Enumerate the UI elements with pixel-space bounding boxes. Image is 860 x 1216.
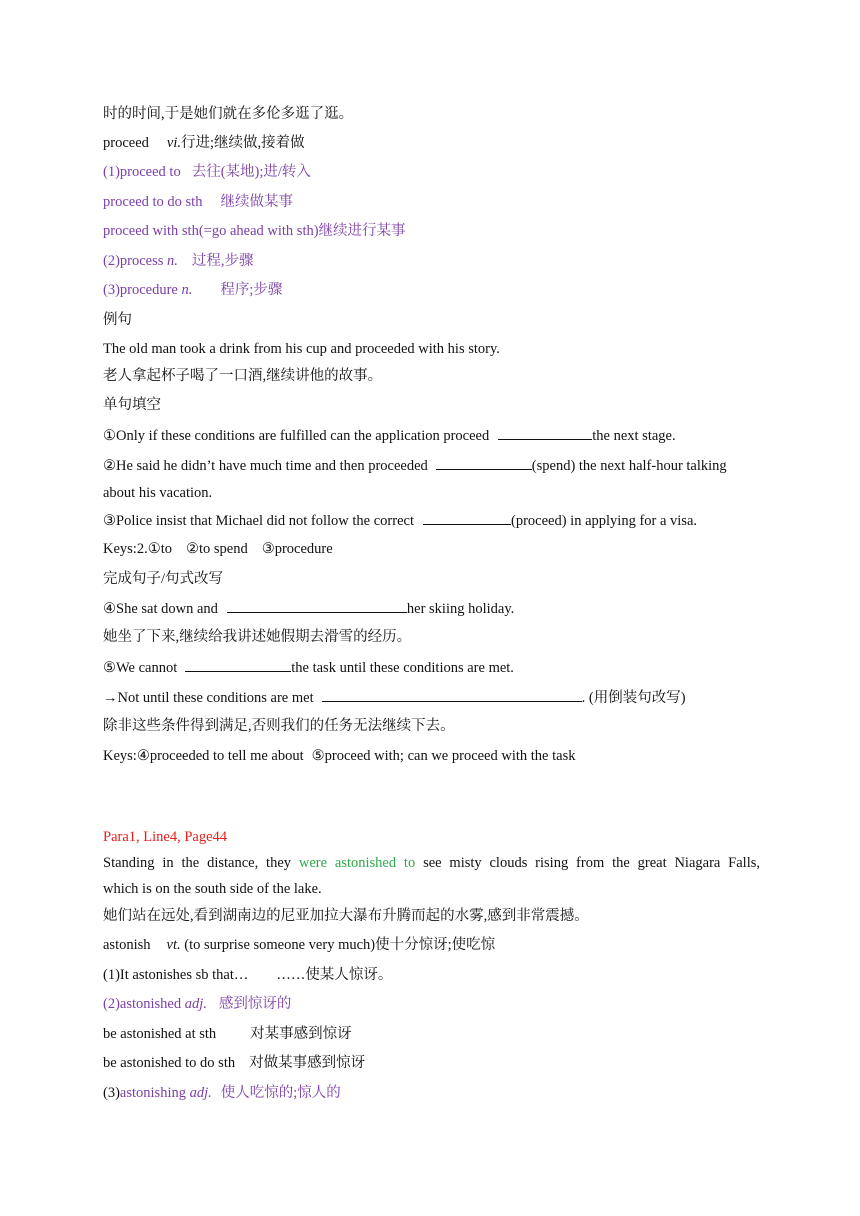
question-text: (spend) the next half-hour talking [531, 458, 727, 474]
question-text: the task until these conditions are met. [291, 660, 514, 676]
question-text: ②He said he didn’t have much time and then proceeded [103, 458, 428, 474]
phrase-meaning: 感到惊讶的 [218, 996, 292, 1012]
example-translation [103, 366, 760, 386]
part-of-speech: adj. [184, 996, 207, 1012]
answer-blank[interactable] [185, 657, 291, 672]
phrase: (3)procedure [103, 282, 178, 298]
answer-blank[interactable] [423, 510, 511, 525]
part-of-speech: adj. [189, 1085, 212, 1101]
phrase: (2)astonished [103, 996, 182, 1012]
question-text: her skiing holiday. [406, 601, 515, 617]
phrase-line [103, 994, 760, 1014]
phrase-meaning: 去往(某地);进/转入 [191, 164, 311, 180]
highlighted-phrase: were astonished to [298, 855, 416, 871]
example-translation [103, 627, 760, 647]
phrase-line [103, 251, 760, 271]
example-translation [103, 906, 760, 926]
phrase: (1)It astonishes sb that… [103, 967, 249, 983]
question-text: ③Police insist that Michael did not follow the correct [103, 513, 414, 529]
phrase-line [103, 1053, 760, 1073]
phrase: proceed with sth(=go ahead with sth)继续进行某事 [103, 223, 406, 239]
question-text: →Not until these conditions are met [103, 690, 314, 706]
text-fragment: 时的时间,于是她们就在多伦多逛了逛。 [103, 106, 354, 122]
answer-blank[interactable] [322, 687, 582, 702]
phrase-line [103, 162, 760, 182]
phrase: be astonished at sth [103, 1026, 217, 1042]
part-of-speech: n. [167, 253, 178, 269]
list-number: (3) [103, 1085, 120, 1101]
vocab-entry-astonish [103, 935, 760, 955]
part-of-speech: vt. [166, 937, 181, 953]
sentence-text: The old man took a drink from his cup and proceeded with his story. [103, 341, 500, 357]
phrase: proceed to do sth [103, 194, 203, 210]
headword: proceed [103, 135, 149, 151]
definition: (to surprise someone very much)使十分惊讶;使吃惊 [184, 937, 496, 953]
phrase-meaning: 使人吃惊的;惊人的 [220, 1085, 341, 1101]
question-text: ⑤We cannot [103, 660, 178, 676]
phrase: astonishing [119, 1085, 186, 1101]
phrase-meaning: 继续做某事 [220, 194, 293, 210]
section-label [103, 310, 760, 330]
translation-text: 她们站在远处,看到湖南边的尼亚加拉大瀑布升腾而起的水雾,感到非常震撼。 [103, 908, 589, 924]
translation-text: 她坐了下来,继续给我讲述她假期去滑雪的经历。 [103, 629, 412, 645]
exercise-question [103, 425, 760, 445]
example-sentence [103, 339, 760, 359]
part-of-speech: vi. [166, 135, 181, 151]
phrase-meaning: 过程,步骤 [191, 253, 254, 269]
translation-text: 除非这些条件得到满足,否则我们的任务无法继续下去。 [103, 718, 455, 734]
text-line [103, 104, 760, 124]
answer-blank[interactable] [227, 598, 407, 613]
translation-text: 老人拿起杯子喝了一口酒,继续讲他的故事。 [103, 368, 383, 384]
phrase-meaning: ……使某人惊讶。 [276, 967, 393, 983]
answer-blank[interactable] [498, 425, 592, 440]
phrase-line [103, 221, 760, 241]
label-text: 单句填空 [103, 397, 161, 413]
example-translation [103, 716, 760, 736]
phrase-line [103, 965, 760, 985]
phrase-meaning: 对某事感到惊讶 [250, 1026, 352, 1042]
section-label [103, 395, 760, 415]
phrase-line [103, 192, 760, 212]
key-text: ⑤proceed with; can we proceed with the task [311, 748, 576, 764]
question-text: about his vacation. [103, 485, 213, 501]
key-text: Keys:④proceeded to tell me about [103, 748, 304, 764]
phrase-meaning: 程序;步骤 [220, 282, 283, 298]
section-label [103, 569, 760, 589]
phrase-line [103, 1083, 760, 1103]
phrase-line [103, 280, 760, 300]
source-sentence-cont [103, 879, 760, 899]
phrase: be astonished to do sth [103, 1055, 236, 1071]
question-text: . (用倒装句改写) [581, 690, 686, 706]
exercise-question [103, 455, 760, 475]
label-text: 例句 [103, 312, 132, 328]
phrase: (1)proceed to [103, 164, 181, 180]
sentence-text: see misty clouds rising from the great Niagara Falls, [423, 855, 761, 871]
source-sentence [103, 853, 760, 873]
exercise-question [103, 510, 760, 530]
phrase-line [103, 1024, 760, 1044]
page-reference [103, 827, 760, 847]
vocab-entry-proceed [103, 133, 760, 153]
exercise-question-cont [103, 483, 760, 503]
answer-blank[interactable] [436, 455, 532, 470]
sentence-text: Standing in the distance, they [103, 855, 292, 871]
key-text: ②to spend [185, 541, 248, 557]
reference-text: Para1, Line4, Page44 [103, 829, 228, 845]
definition: 行进;继续做,接着做 [180, 135, 305, 151]
headword: astonish [103, 937, 151, 953]
question-text: the next stage. [592, 428, 676, 444]
phrase-meaning: 对做某事感到惊讶 [249, 1055, 366, 1071]
key-text: Keys:2.①to [103, 541, 172, 557]
part-of-speech: n. [181, 282, 193, 298]
question-text: ④She sat down and [103, 601, 218, 617]
question-text: (proceed) in applying for a visa. [511, 513, 698, 529]
exercise-question [103, 687, 760, 707]
answer-keys [103, 746, 760, 766]
key-text: ③procedure [261, 541, 333, 557]
answer-keys [103, 539, 760, 559]
sentence-text: which is on the south side of the lake. [103, 881, 322, 897]
question-text: ①Only if these conditions are fulfilled can the application proceed [103, 428, 490, 444]
phrase: (2)process [103, 253, 164, 269]
exercise-question [103, 657, 760, 677]
label-text: 完成句子/句式改写 [103, 571, 224, 587]
exercise-question [103, 598, 760, 618]
